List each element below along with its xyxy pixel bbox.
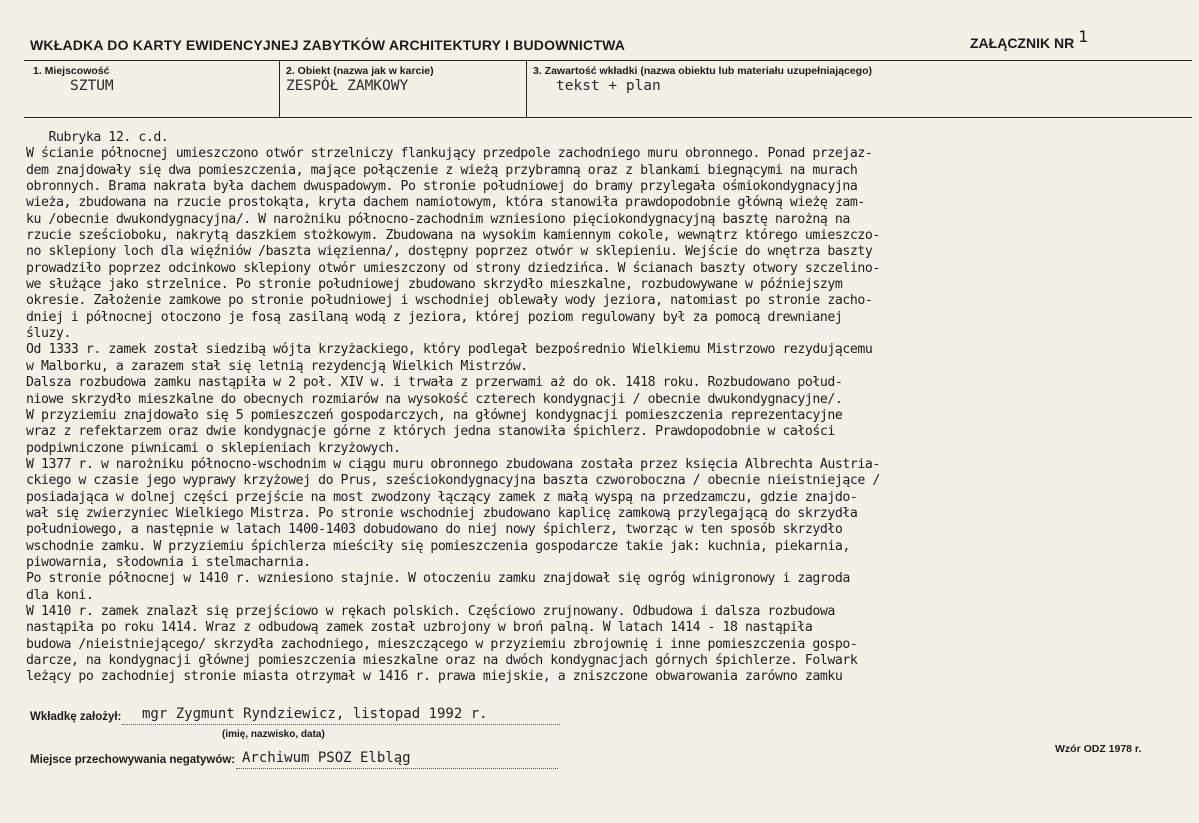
text-line: dla koni.	[26, 587, 94, 603]
field-label-contents: 3. Zawartość wkładki (nazwa obiektu lub materiału uzupełniającego)	[533, 65, 872, 77]
author-label: Wkładkę założył:	[30, 711, 122, 723]
text-line: Od 1333 r. zamek został siedzibą wójta krzyżackiego, który podlegał bezpośrednio Wielkiemu Mistrzowo rezydującemu	[26, 342, 873, 358]
author-caption: (imię, nazwisko, data)	[222, 729, 325, 740]
description-text	[26, 130, 1196, 686]
text-line: wschodnie zamku. W przyziemiu śpichlerza mieściły się pomieszczenia gospodarcze takie jak: kuchnia, piekarnia,	[26, 538, 850, 554]
text-line: rzucie sześcioboku, nakrytą daszkiem stożkowym. Zbudowana na wysokim kamiennym cokole, wewnątrz którego umieszczo-	[26, 228, 880, 244]
text-line: południowego, a następnie w latach 1400-1403 dobudowano do niej nowy śpichlerz, tworząc w ten sposób skrzydło	[26, 522, 843, 538]
annex-label	[970, 27, 1089, 52]
text-line: Rubryka 12. c.d.	[26, 130, 169, 145]
field-value-locality: SZTUM	[70, 78, 114, 94]
annex-label-text: ZAŁĄCZNIK NR	[970, 35, 1075, 51]
text-line: we służące jako strzelnice. Po stronie południowej zbudowano skrzydło mieszkalne, rozbudowywane w późniejszym	[26, 277, 843, 293]
text-line: dem znajdowały się dwa pomieszczenia, mające połączenie z wieżą przybramną oraz z blankami biegnącymi na murach	[26, 162, 858, 178]
text-line: Po stronie północnej w 1410 r. wzniesiono stajnie. W otoczeniu zamku znajdował się ogróg winigronowy i zagroda	[26, 571, 850, 587]
annex-number: 1	[1078, 27, 1089, 46]
text-line: posiadająca w dolnej części przejście na most zwodzony łączący zamek z małą wyspą na przedzamczu, gdzie znajdo-	[26, 489, 858, 505]
author-dotted-line	[122, 724, 560, 725]
text-line: ku /obecnie dwukondygnacyjna/. W narożniku północno-zachodnim wzniesiono pięciokondygnacyjną basztę narożną na	[26, 211, 850, 227]
text-line: budowa /nieistniejącego/ skrzydła zachodniego, mieszczącego w przyziemiu zbrojownię i inne pomieszczenia gospo-	[26, 636, 858, 652]
field-value-contents: tekst + plan	[556, 78, 661, 94]
negatives-label: Miejsce przechowywania negatywów:	[30, 754, 236, 766]
text-line: leżący po zachodniej stronie miasta otrzymał w 1416 r. prawa miejskie, a zniszczone obwarowania zarówno zamku	[26, 669, 843, 685]
text-line: Dalsza rozbudowa zamku nastąpiła w 2 poł. XIV w. i trwała z przerwami aż do ok. 1418 roku. Rozbudowano połud-	[26, 375, 843, 391]
author-value: mgr Zygmunt Ryndziewicz, listopad 1992 r.	[142, 706, 488, 722]
header-divider	[24, 60, 1192, 61]
text-line: okresie. Założenie zamkowe po stronie południowej i wschodniej oblewały wody jeziora, natomiast po stronie zacho-	[26, 293, 873, 309]
text-line: W 1377 r. w narożniku północno-wschodnim w ciągu muru obronnego zbudowana została przez księcia Albrechta Austria-	[26, 456, 880, 472]
text-line: nastąpiła po roku 1414. Wraz z odbudową zamek został uzbrojony w broń palną. W latach 1414 - 18 nastąpiła	[26, 620, 813, 636]
text-line: prowadziło poprzez odcinkowo sklepiony otwór umieszczony od strony dziedzińca. W ścianach baszty otwory szczelino-	[26, 260, 880, 276]
negatives-value: Archiwum PSOZ Elbląg	[242, 750, 411, 766]
negatives-dotted-line	[236, 768, 558, 769]
text-line: wieża, zbudowana na rzucie prostokąta, kryta dachem namiotowym, która stanowiła prawdopodobnie główną wieżę zam-	[26, 195, 865, 211]
fields-divider	[24, 117, 1192, 118]
text-line: obronnych. Brama nakrata była dachem dwuspadowym. Po stronie południowej do bramy przylegała ośmiokondygnacyjna	[26, 179, 858, 195]
text-line: W ścianie północnej umieszczono otwór strzelniczy flankujący przedpole zachodniego muru obronnego. Ponad przejaz-	[26, 146, 873, 162]
text-line: dniej i północnej otoczono je fosą zasilaną wodą z jeziora, której poziom regulowany był za pomocą drewnianej	[26, 309, 843, 325]
field-value-object: ZESPÓŁ ZAMKOWY	[286, 78, 409, 94]
field-label-locality: 1. Miejscowość	[33, 65, 110, 77]
text-line: podpiwniczone piwnicami o sklepieniach krzyżowych.	[26, 440, 401, 456]
text-line: w Malborku, a zarazem stał się letnią rezydencją Wielkich Mistrzów.	[26, 358, 528, 374]
text-line: wraz z refektarzem oraz dwie kondygnacje górne z których jedna stanowiła śpichlerz. Prawdopodobnie w całości	[26, 424, 835, 440]
text-line: śluzy.	[26, 326, 71, 342]
form-title: WKŁADKA DO KARTY EWIDENCYJNEJ ZABYTKÓW ARCHITEKTURY I BUDOWNICTWA	[30, 37, 626, 53]
field-label-object: 2. Obiekt (nazwa jak w karcie)	[286, 65, 434, 77]
text-line: piwowarnia, słodownia i stelmacharnia.	[26, 554, 311, 570]
text-line: W przyziemiu znajdowało się 5 pomieszczeń gospodarczych, na głównej kondygnacji pomieszczenia reprezentacyjne	[26, 407, 843, 423]
text-line: darcze, na kondygnacji głównej pomieszczenia mieszkalne oraz na dwóch kondygnacjach górnych śpichlerze. Folwark	[26, 653, 858, 668]
field-separator-1	[279, 61, 280, 117]
text-line: W 1410 r. zamek znalazł się przejściowo w rękach polskich. Częściowo zrujnowany. Odbudowa i dalsza rozbudowa	[26, 603, 835, 619]
form-code: Wzór ODZ 1978 r.	[1055, 743, 1142, 755]
text-line: no sklepiony loch dla więźniów /baszta więzienna/, dostępny poprzez otwór w sklepieniu. Wejście do wnętrza baszty	[26, 244, 873, 260]
text-line: wał się zwierzyniec Wielkiego Mistrza. Po stronie wschodniej zbudowano kaplicę zamkową przylegającą do skrzydła	[26, 505, 858, 521]
text-line: ckiego w czasie jego wyprawy krzyżowej do Prus, sześciokondygnacyjna baszta czworoboczna / obecnie nieistniejące /	[26, 473, 880, 489]
field-separator-2	[526, 61, 527, 117]
text-line: niowe skrzydło mieszkalne do obecnych rozmiarów na wysokość czterech kondygnacji / obecnie dwukondygnacyjne/.	[26, 391, 843, 407]
